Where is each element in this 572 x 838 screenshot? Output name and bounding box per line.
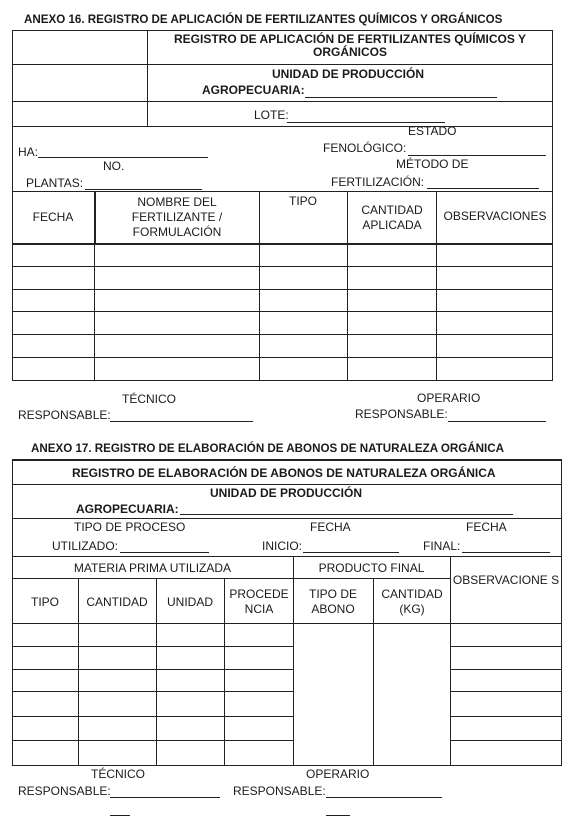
col-tipo-mp: TIPO: [30, 595, 59, 609]
utilizado-label: UTILIZADO:: [52, 539, 119, 553]
fertilizacion-field[interactable]: [427, 188, 539, 189]
annex17-operario-signature-extra[interactable]: [326, 815, 350, 816]
metodo-label: MÉTODO DE: [396, 157, 469, 171]
annex17-tecnico-signature-field[interactable]: [110, 797, 220, 798]
operario-signature-field[interactable]: [448, 421, 546, 422]
tecnico-label: TÉCNICO: [122, 392, 176, 406]
col-unidad-mp: UNIDAD: [166, 595, 213, 609]
annex17-tecnico-label: TÉCNICO: [91, 767, 145, 781]
annex16-unidad-label: UNIDAD DE PRODUCCIÓN: [272, 67, 425, 81]
tipo-proceso-label: TIPO DE PROCESO: [74, 520, 186, 534]
tecnico-signature-field[interactable]: [110, 421, 253, 422]
lote-field[interactable]: [287, 122, 445, 123]
col-procedencia: PROCEDE NCIA: [229, 587, 289, 616]
ha-label: HA:: [18, 145, 39, 159]
annex17-agropecuaria-field[interactable]: [180, 514, 513, 515]
annex17-responsable-left-label: RESPONSABLE:: [18, 784, 111, 798]
annex17-operario-label: OPERARIO: [306, 767, 370, 781]
fecha-final-label: FECHA: [466, 520, 507, 534]
annex17-operario-signature-field[interactable]: [326, 797, 442, 798]
inicio-field[interactable]: [303, 552, 399, 553]
annex17-unidad-label: UNIDAD DE PRODUCCIÓN: [210, 486, 363, 500]
col-fecha: FECHA: [32, 210, 74, 224]
annex16-heading: ANEXO 16. REGISTRO DE APLICACIÓN DE FERTILIZANTES QUÍMICOS Y ORGÁNICOS: [24, 13, 503, 26]
col-tipo-abono: TIPO DE ABONO: [308, 587, 357, 616]
col-observaciones: OBSERVACIONES: [443, 209, 547, 223]
fenologico-field[interactable]: [408, 155, 546, 156]
col-tipo: TIPO: [288, 194, 317, 208]
observaciones-header: OBSERVACIONE S: [452, 573, 560, 587]
col-cantidad-kg: CANTIDAD (KG): [381, 587, 443, 616]
responsable-left-label: RESPONSABLE:: [18, 408, 111, 422]
col-cantidad: CANTIDAD APLICADA: [361, 203, 423, 232]
annex16-agropecuaria-label: AGROPECUARIA:: [202, 83, 305, 97]
final-field[interactable]: [462, 552, 550, 553]
fertilizacion-label: FERTILIZACIÓN:: [331, 175, 425, 189]
annex17-responsable-right-label: RESPONSABLE:: [233, 784, 326, 798]
fenologico-label: FENOLÓGICO:: [323, 141, 407, 155]
annex17-agropecuaria-label: AGROPECUARIA:: [76, 502, 179, 516]
col-cantidad-mp: CANTIDAD: [86, 595, 148, 609]
annex17-tecnico-signature-extra[interactable]: [110, 815, 130, 816]
agropecuaria-field[interactable]: [305, 97, 497, 98]
lote-label: LOTE:: [254, 108, 289, 122]
annex16-title: REGISTRO DE APLICACIÓN DE FERTILIZANTES QUÍMICOS Y ORGÁNICOS: [173, 32, 527, 59]
no-label: NO.: [103, 159, 125, 173]
plantas-label: PLANTAS:: [26, 176, 84, 190]
responsable-right-label: RESPONSABLE:: [355, 407, 448, 421]
ha-field[interactable]: [38, 157, 208, 158]
producto-final-header: PRODUCTO FINAL: [318, 561, 425, 575]
inicio-label: INICIO:: [262, 539, 303, 553]
final-label: FINAL:: [423, 539, 461, 553]
materia-prima-header: MATERIA PRIMA UTILIZADA: [73, 561, 232, 575]
fecha-inicio-label: FECHA: [310, 520, 351, 534]
plantas-field[interactable]: [85, 189, 202, 190]
annex17-heading: ANEXO 17. REGISTRO DE ELABORACIÓN DE ABONOS DE NATURALEZA ORGÁNICA: [31, 442, 505, 455]
annex17-title: REGISTRO DE ELABORACIÓN DE ABONOS DE NATURALEZA ORGÁNICA: [72, 466, 496, 480]
utilizado-field[interactable]: [120, 552, 209, 553]
col-nombre: NOMBRE DEL FERTILIZANTE / FORMULACIÓN: [131, 195, 223, 239]
operario-label: OPERARIO: [417, 391, 481, 405]
estado-label: ESTADO: [408, 124, 457, 138]
